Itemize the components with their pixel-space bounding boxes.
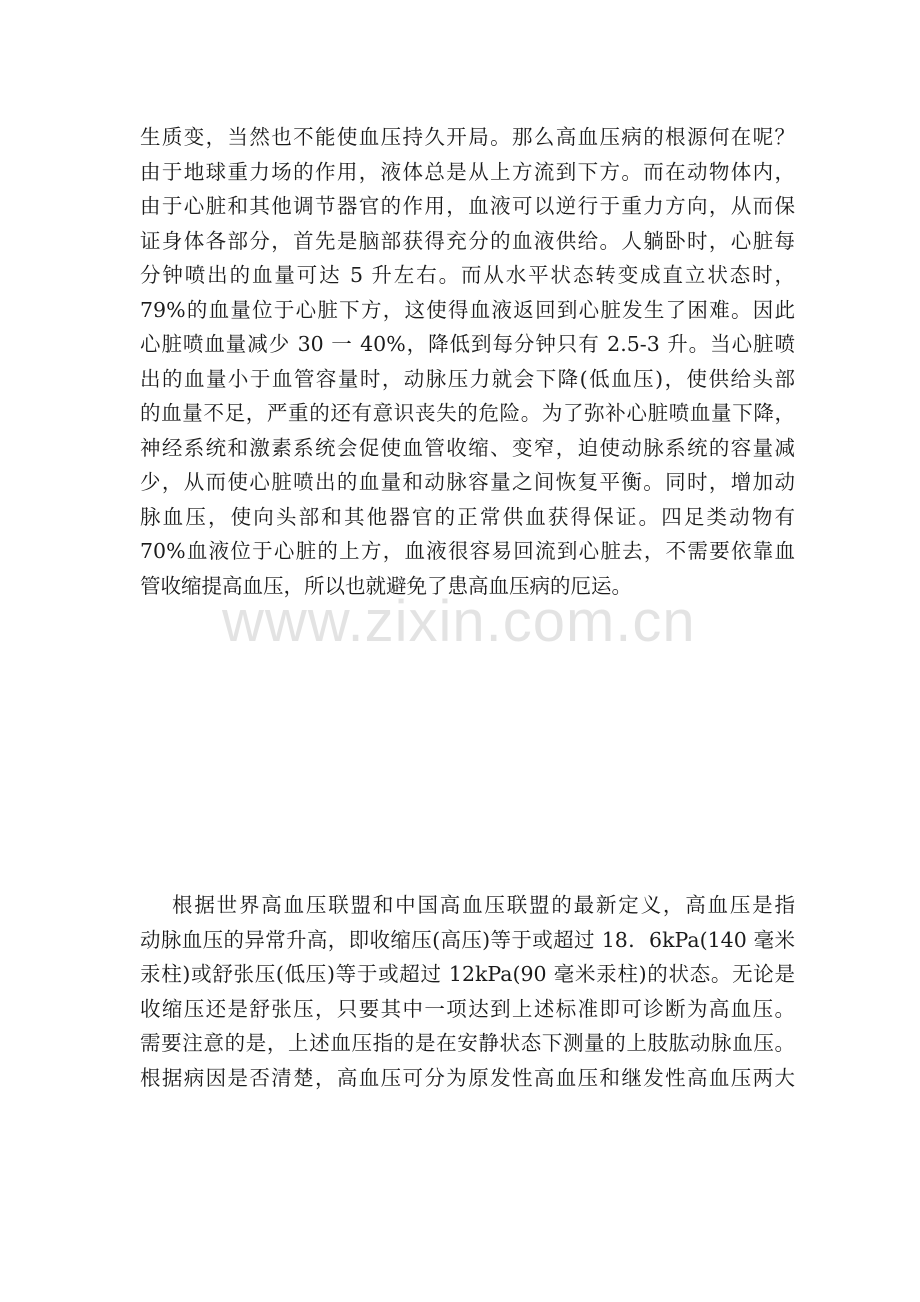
- text-line: 70%血液位于心脏的上方，血液很容易回流到心脏去，不需要依靠血: [140, 539, 795, 563]
- text-line: 动脉血压的异常升高，即收缩压(高压)等于或超过 18．6kPa(140 毫米: [140, 927, 795, 952]
- text-line: 神经系统和激素系统会促使血管收缩、变窄，迫使动脉系统的容量减: [140, 435, 795, 460]
- text-line: 管收缩提高血压，所以也就避免了患高血压病的厄运。: [140, 573, 632, 598]
- text-line: 的血量不足，严重的还有意识丧失的危险。为了弥补心脏喷血量下降，: [140, 401, 795, 425]
- text-line: 分钟喷出的血量可达 5 升左右。而从水平状态转变成直立状态时，: [140, 263, 795, 287]
- text-line: 79%的血量位于心脏下方，这使得血液返回到心脏发生了困难。因此: [140, 297, 795, 322]
- text-line: 由于心脏和其他调节器官的作用，血液可以逆行于重力方向，从而保: [140, 194, 795, 218]
- text-line: 脉血压，使向头部和其他器官的正常供血获得保证。四足类动物有: [140, 504, 795, 529]
- text-line: 出的血量小于血管容量时，动脉压力就会下降(低血压)，使供给头部: [140, 366, 795, 391]
- paragraph-hypertension-origin: [140, 120, 795, 603]
- text-line: 根据病因是否清楚，高血压可分为原发性高血压和继发性高血压两大: [140, 1065, 795, 1090]
- paragraph-hypertension-definition: [140, 888, 795, 1095]
- text-line: 证身体各部分，首先是脑部获得充分的血液供给。人躺卧时，心脏每: [140, 228, 795, 253]
- text-line: 收缩压还是舒张压，只要其中一项达到上述标准即可诊断为高血压。: [140, 996, 795, 1021]
- watermark: www.zixin.com.cn: [222, 589, 696, 654]
- text-line: 由于地球重力场的作用，液体总是从上方流到下方。而在动物体内，: [140, 159, 795, 184]
- text-line: 少，从而使心脏喷出的血量和动脉容量之间恢复平衡。同时，增加动: [140, 470, 795, 494]
- text-line: 心脏喷血量减少 30 一 40%，降低到每分钟只有 2.5-3 升。当心脏喷: [140, 332, 795, 356]
- text-line: 需要注意的是，上述血压指的是在安静状态下测量的上肢肱动脉血压。: [140, 1031, 795, 1055]
- text-line: 根据世界高血压联盟和中国高血压联盟的最新定义，高血压是指: [172, 893, 795, 917]
- text-line: 生质变，当然也不能使血压持久开局。那么高血压病的根源何在呢？: [140, 125, 795, 149]
- text-line: 汞柱)或舒张压(低压)等于或超过 12kPa(90 毫米汞柱)的状态。无论是: [140, 962, 795, 986]
